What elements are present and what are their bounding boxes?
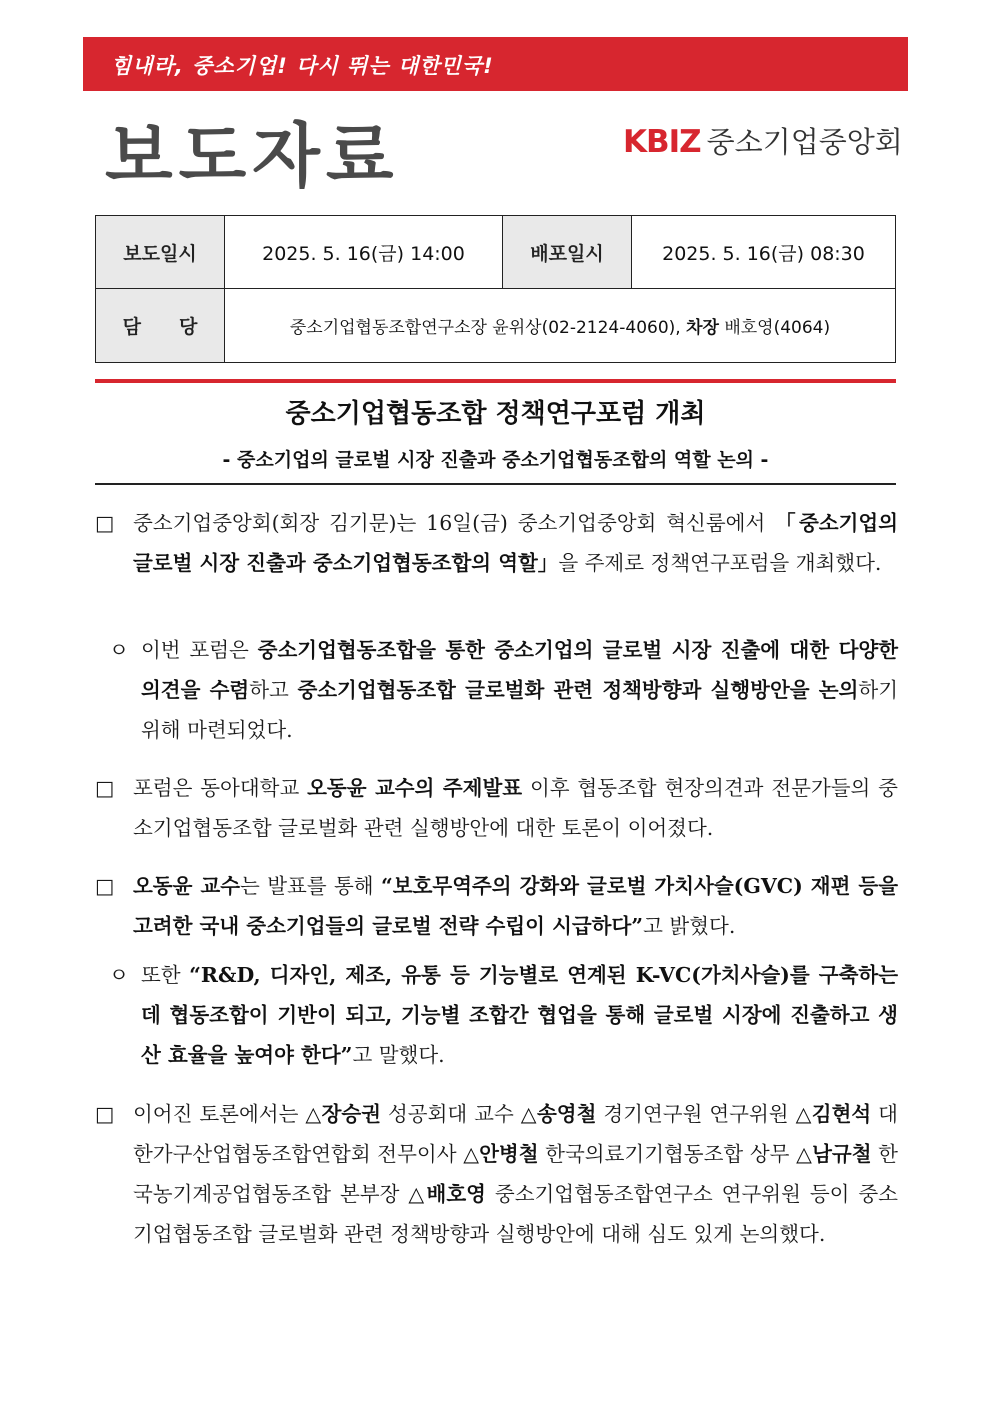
header-banner: [83, 37, 908, 91]
paragraph-1: □ 중소기업중앙회(회장 김기문)는 16일(금) 중소기업중앙회 혁신룸에서 「중소기업의 글로벌 시장 진출과 중소기업협동조합의 역할」을 주제로 정책연구포럼을 개최했다.: [95, 503, 898, 583]
distribution-date-label: 배포일시: [503, 216, 632, 289]
release-date-value: 2025. 5. 16(금) 14:00: [225, 216, 503, 289]
contact-label: 담 당: [96, 289, 225, 363]
circle-bullet-icon: ㅇ: [109, 638, 129, 662]
document-type-title: 보도자료: [105, 115, 400, 197]
square-bullet-icon: □: [95, 776, 115, 800]
release-info-table: [95, 215, 896, 363]
logo-org-name: 중소기업중앙회: [706, 125, 903, 159]
release-date-label: 보도일시: [96, 216, 225, 289]
paragraph-3-detail: ㅇ 또한 “R&D, 디자인, 제조, 유통 등 기능별로 연계된 K-VC(가치사슬)를 구축하는데 협동조합이 기반이 되고, 기능별 조합간 협업을 통해 글로벌 시장에 진출하고 생산 효율을 높여야 한다”고 말했다.: [95, 955, 898, 1075]
paragraph-2: □ 포럼은 동아대학교 오동윤 교수의 주제발표 이후 협동조합 현장의견과 전문가들의 중소기업협동조합 글로벌화 관련 실행방안에 대한 토론이 이어졌다.: [95, 768, 898, 848]
paragraph-3: □ 오동윤 교수는 발표를 통해 “보호무역주의 강화와 글로벌 가치사슬(GVC) 재편 등을 고려한 국내 중소기업들의 글로벌 전략 수립이 시급하다”고 밝혔다.: [95, 866, 898, 946]
contact-value: 중소기업협동조합연구소장 윤위상(02-2124-4060), 차장 배호영(4064): [225, 289, 896, 363]
title-bottom-rule: [95, 483, 896, 485]
distribution-date-value: 2025. 5. 16(금) 08:30: [632, 216, 896, 289]
logo-mark: KBIZ: [623, 124, 701, 160]
kbiz-logo: [623, 120, 903, 161]
paragraph-1-detail: ㅇ 이번 포럼은 중소기업협동조합을 통한 중소기업의 글로벌 시장 진출에 대한 다양한 의견을 수렴하고 중소기업협동조합 글로벌화 관련 정책방향과 실행방안을 논의하기 위해 마련되었다.: [95, 630, 898, 750]
square-bullet-icon: □: [95, 1102, 115, 1126]
headline-title: 중소기업협동조합 정책연구포럼 개최: [285, 399, 706, 429]
circle-bullet-icon: ㅇ: [109, 963, 129, 987]
square-bullet-icon: □: [95, 511, 115, 535]
square-bullet-icon: □: [95, 874, 115, 898]
headline-subtitle: - 중소기업의 글로벌 시장 진출과 중소기업협동조합의 역할 논의 -: [222, 449, 769, 471]
paragraph-4: □ 이어진 토론에서는 △장승권 성공회대 교수 △송영철 경기연구원 연구위원 △김현석 대한가구산업협동조합연합회 전무이사 △안병철 한국의료기기협동조합 상무 △남규철 한국농기계공업협동조합 본부장 △배호영 중소기업협동조합연구소 연구위원 등이 중소기업협동조합 글로벌화 관련 정책방향과 실행방안에 대해 심도 있게 논의했다.: [95, 1094, 898, 1254]
banner-slogan: 힘내라, 중소기업! 다시 뛰는 대한민국!: [111, 54, 494, 78]
title-top-rule: [95, 379, 896, 383]
